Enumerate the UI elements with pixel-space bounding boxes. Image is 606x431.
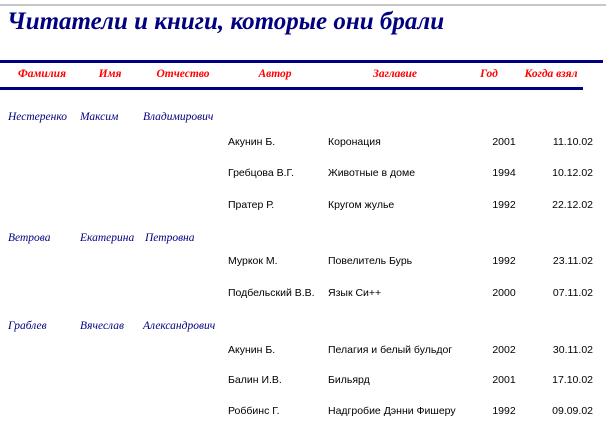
book-author: Подбельский В.В. bbox=[228, 287, 315, 299]
book-title: Язык Си++ bbox=[328, 287, 382, 299]
header-rule-top bbox=[0, 60, 603, 63]
book-date: 22.12.02 bbox=[552, 199, 593, 211]
book-date: 09.09.02 bbox=[552, 405, 593, 417]
column-header-author: Автор bbox=[258, 68, 292, 80]
reader-patronymic: Александрович bbox=[143, 320, 216, 332]
book-year: 2000 bbox=[492, 287, 516, 299]
report-title: Читатели и книги, которые они брали bbox=[7, 8, 445, 35]
book-date: 10.12.02 bbox=[552, 167, 593, 179]
book-year: 2002 bbox=[492, 344, 516, 356]
column-header-title: Заглавие bbox=[373, 68, 417, 80]
reader-last-name: Ветрова bbox=[8, 232, 51, 244]
reader-patronymic: Владимирович bbox=[143, 111, 214, 123]
reader-first-name: Максим bbox=[80, 111, 119, 123]
book-date: 23.11.02 bbox=[552, 255, 593, 267]
reader-patronymic: Петровна bbox=[145, 232, 195, 244]
book-year: 1994 bbox=[492, 167, 516, 179]
book-date: 07.11.02 bbox=[552, 287, 593, 299]
book-title: Повелитель Бурь bbox=[328, 255, 413, 267]
book-year: 2001 bbox=[492, 136, 516, 148]
column-header-patronymic: Отчество bbox=[156, 68, 210, 80]
book-title: Надгробие Дэнни Фишеру bbox=[328, 405, 456, 417]
column-header-year: Год bbox=[480, 68, 498, 80]
reader-first-name: Вячеслав bbox=[80, 320, 124, 332]
book-author: Муркок М. bbox=[228, 255, 278, 267]
book-year: 1992 bbox=[492, 255, 516, 267]
book-year: 2001 bbox=[492, 374, 516, 386]
book-title: Кругом жулье bbox=[328, 199, 395, 211]
top-divider bbox=[0, 4, 606, 6]
book-title: Бильярд bbox=[328, 374, 370, 386]
book-author: Роббинс Г. bbox=[228, 405, 280, 417]
book-year: 1992 bbox=[492, 405, 516, 417]
book-date: 30.11.02 bbox=[552, 344, 593, 356]
column-header-taken: Когда взял bbox=[524, 68, 578, 80]
column-header-first-name: Имя bbox=[98, 68, 122, 80]
book-author: Акунин Б. bbox=[228, 136, 276, 148]
book-author: Балин И.В. bbox=[228, 374, 282, 386]
reader-first-name: Екатерина bbox=[80, 232, 135, 244]
book-date: 17.10.02 bbox=[552, 374, 593, 386]
book-title: Животные в доме bbox=[328, 167, 416, 179]
book-title: Коронация bbox=[328, 136, 381, 148]
reader-last-name: Нестеренко bbox=[8, 111, 68, 123]
column-header-last-name: Фамилия bbox=[17, 68, 67, 80]
book-author: Гребцова В.Г. bbox=[228, 167, 294, 179]
book-date: 11.10.02 bbox=[552, 136, 593, 148]
header-rule-bottom bbox=[0, 87, 583, 90]
book-title: Пелагия и белый бульдог bbox=[328, 344, 453, 356]
book-author: Пратер Р. bbox=[228, 199, 275, 211]
book-year: 1992 bbox=[492, 199, 516, 211]
book-author: Акунин Б. bbox=[228, 344, 276, 356]
reader-last-name: Граблев bbox=[8, 320, 47, 332]
